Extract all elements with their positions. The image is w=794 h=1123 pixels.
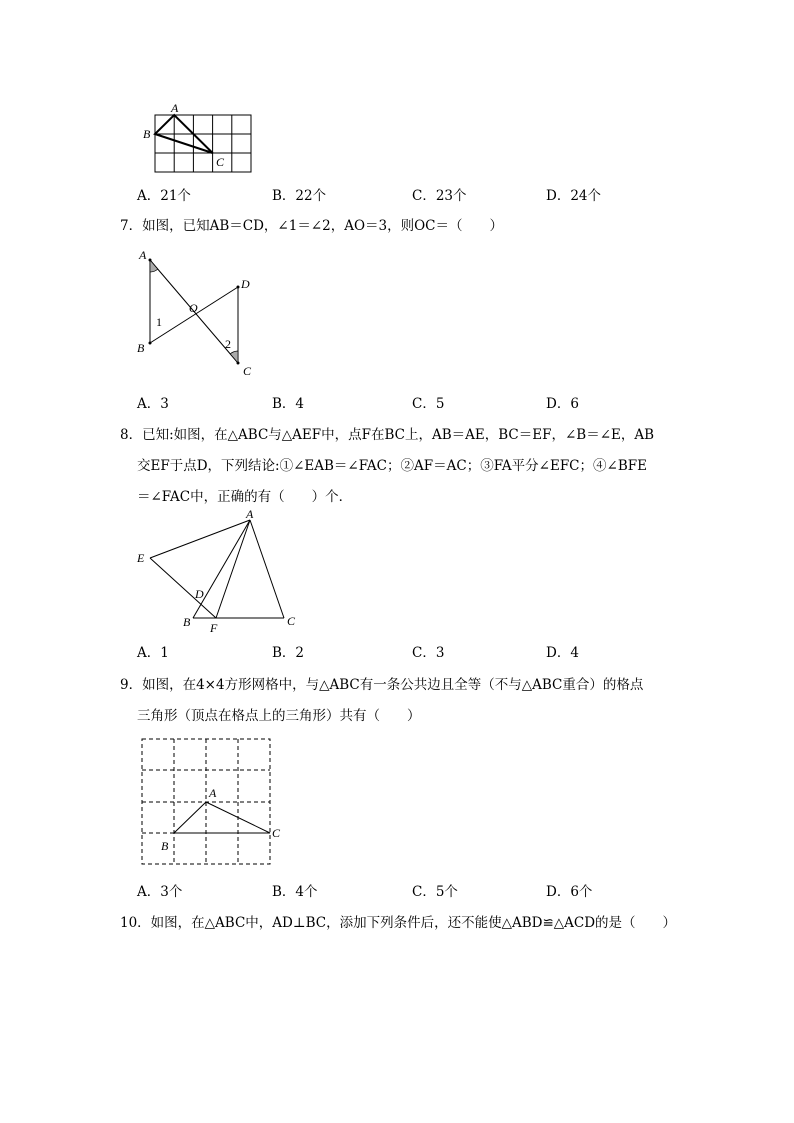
label-C: C bbox=[287, 614, 296, 628]
q8-option-c[interactable]: C．3 bbox=[412, 645, 445, 661]
label-A: A bbox=[139, 248, 147, 262]
label-angle-2: 2 bbox=[225, 337, 231, 351]
q8-stem-line1: 8．已知:如图，在△ABC与△AEF中，点F在BC上，AB＝AE，BC＝EF，∠B＝∠E，AB bbox=[120, 427, 655, 443]
q8-figure bbox=[132, 508, 307, 636]
q8-stem-line2: 交EF于点D，下列结论:①∠EAB＝∠FAC；②AF＝AC；③FA平分∠EFC；④∠BFE bbox=[137, 458, 647, 474]
q9-grid-figure bbox=[132, 733, 292, 873]
q9-option-c[interactable]: C．5个 bbox=[412, 884, 458, 900]
label-O: O bbox=[189, 301, 198, 315]
label-A: A bbox=[209, 786, 217, 800]
q7-option-b[interactable]: B．4 bbox=[272, 396, 305, 412]
q7-figure bbox=[132, 245, 262, 380]
label-D: D bbox=[195, 587, 204, 601]
q7-stem: 7．如图，已知AB＝CD，∠1＝∠2，AO＝3，则OC＝（ ） bbox=[120, 218, 504, 234]
q9-option-a[interactable]: A．3个 bbox=[137, 884, 183, 900]
label-D: D bbox=[241, 277, 250, 291]
label-A: A bbox=[171, 101, 179, 115]
q7-option-d[interactable]: D．6 bbox=[546, 396, 579, 412]
label-B: B bbox=[143, 127, 151, 141]
label-C: C bbox=[216, 155, 225, 169]
label-A: A bbox=[246, 507, 254, 521]
q7-option-c[interactable]: C．5 bbox=[412, 396, 445, 412]
label-F: F bbox=[210, 621, 218, 635]
q8-option-b[interactable]: B．2 bbox=[272, 645, 305, 661]
q9-stem-line2: 三角形（顶点在格点上的三角形）共有（ ） bbox=[137, 708, 421, 724]
q6-option-c[interactable]: C．23个 bbox=[412, 188, 467, 204]
label-B: B bbox=[137, 341, 145, 355]
q9-option-b[interactable]: B．4个 bbox=[272, 884, 318, 900]
q6-grid-figure bbox=[135, 98, 265, 178]
label-angle-1: 1 bbox=[156, 315, 162, 329]
q8-option-a[interactable]: A．1 bbox=[137, 645, 169, 661]
label-C: C bbox=[272, 826, 281, 840]
q8-stem-line3: ＝∠FAC中，正确的有（ ）个． bbox=[137, 489, 353, 505]
label-B: B bbox=[161, 839, 169, 853]
q10-stem: 10．如图，在△ABC中，AD⊥BC，添加下列条件后，还不能使△ABD≌△ACD的是（ ） bbox=[120, 915, 677, 931]
q7-option-a[interactable]: A．3 bbox=[137, 396, 169, 412]
label-E: E bbox=[137, 551, 145, 565]
q9-stem-line1: 9．如图，在4×4方形网格中，与△ABC有一条公共边且全等（不与△ABC重合）的格点 bbox=[120, 677, 644, 693]
label-C: C bbox=[243, 364, 252, 378]
q6-option-b[interactable]: B．22个 bbox=[272, 188, 327, 204]
q6-option-d[interactable]: D．24个 bbox=[546, 188, 602, 204]
q9-option-d[interactable]: D．6个 bbox=[546, 884, 593, 900]
q8-option-d[interactable]: D．4 bbox=[546, 645, 579, 661]
q6-option-a[interactable]: A．21个 bbox=[137, 188, 191, 204]
label-B: B bbox=[183, 615, 191, 629]
